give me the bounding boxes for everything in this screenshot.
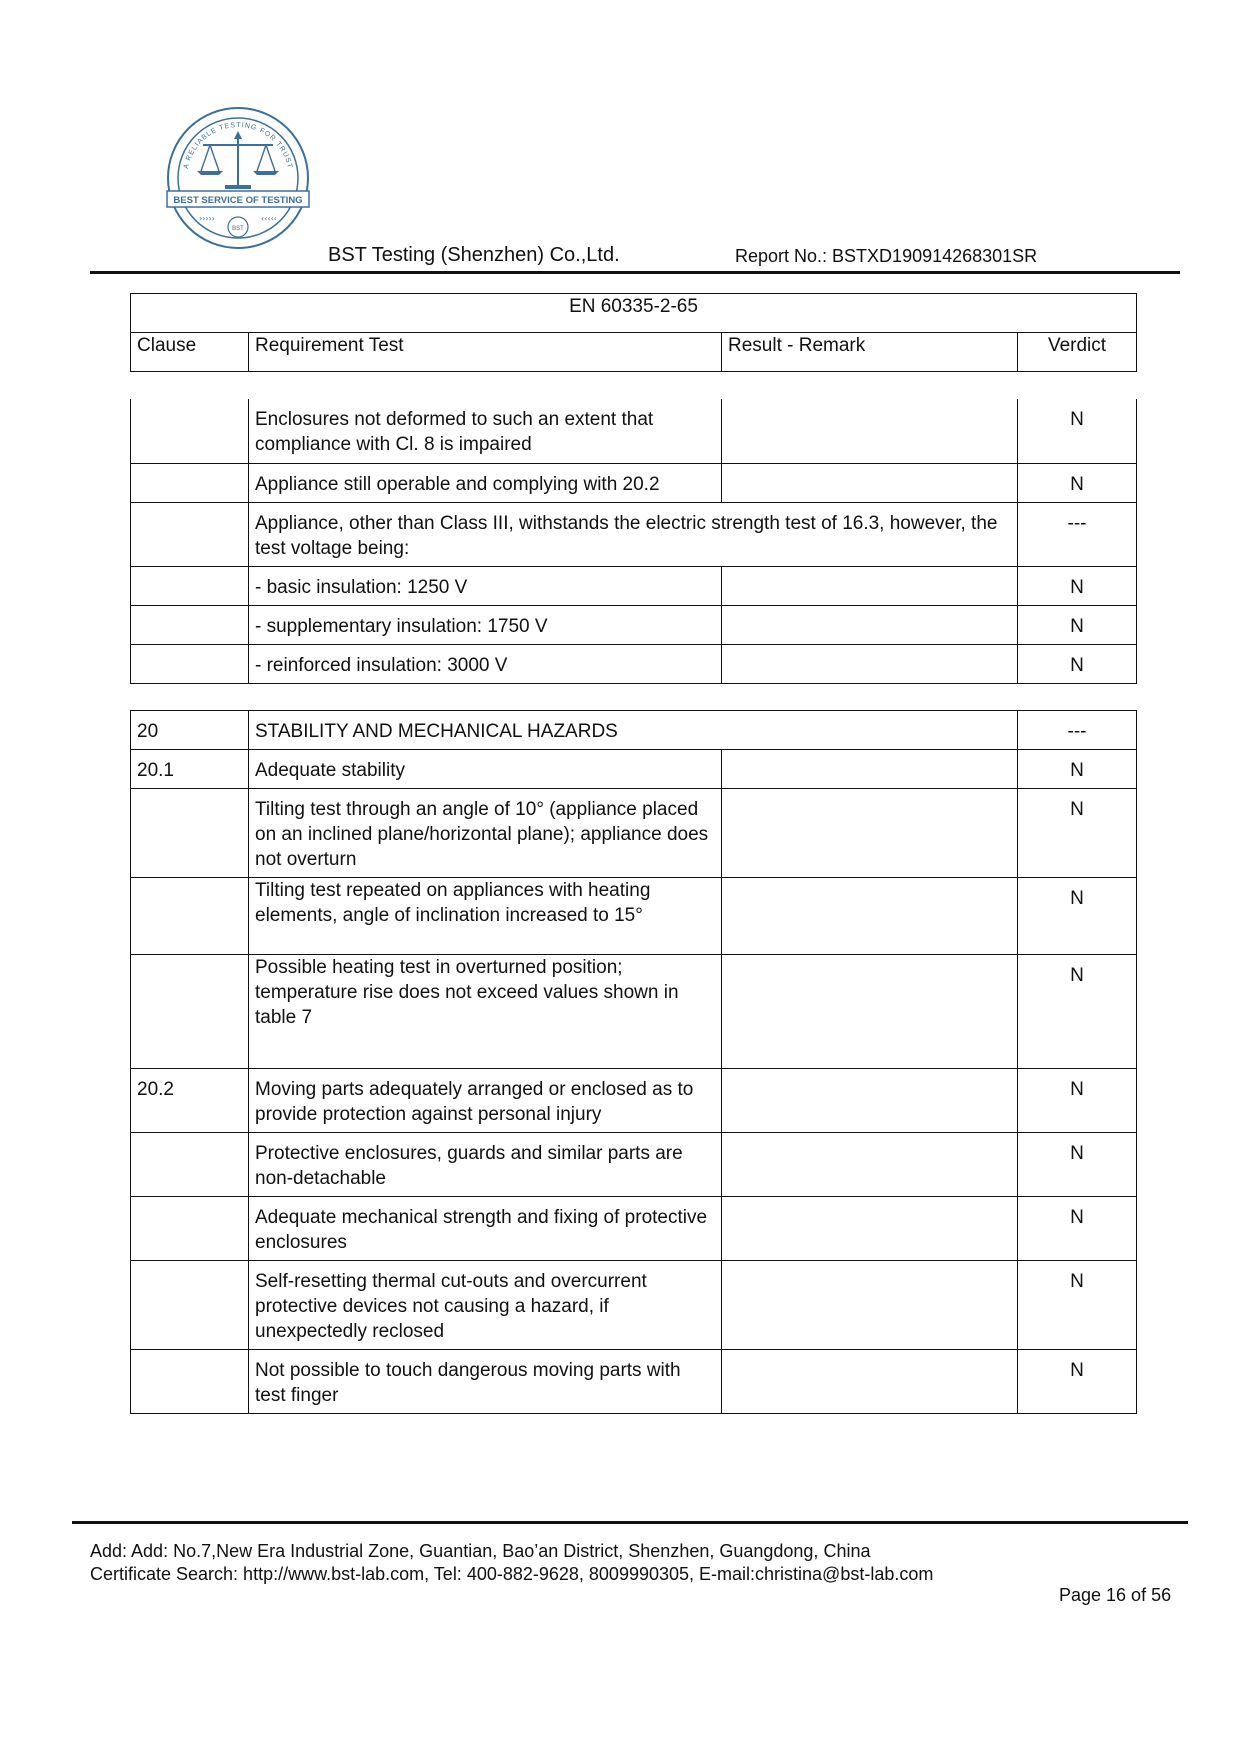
section-heading: STABILITY AND MECHANICAL HAZARDS — [249, 711, 1018, 750]
requirement-cell: Adequate mechanical strength and fixing of protective enclosures — [249, 1197, 722, 1261]
clause-cell: 20.1 — [131, 750, 249, 789]
clause-cell — [131, 1197, 249, 1261]
result-cell — [722, 566, 1018, 605]
result-cell — [722, 463, 1018, 502]
clause-cell — [131, 644, 249, 683]
requirement-cell: Appliance, other than Class III, withstands the electric strength test of 16.3, however, the test voltage being: — [249, 502, 1018, 566]
verdict-cell: N — [1018, 399, 1137, 463]
svg-text:‹‹‹‹‹: ‹‹‹‹‹ — [261, 214, 277, 223]
logo-seal-text: BST — [232, 226, 244, 232]
verdict-cell: N — [1018, 955, 1137, 1069]
verdict-cell: N — [1018, 750, 1137, 789]
table-row — [131, 463, 1137, 502]
requirement-cell: Moving parts adequately arranged or enclosed as to provide protection against personal injury — [249, 1069, 722, 1133]
table-row — [131, 1133, 1137, 1197]
result-cell — [722, 644, 1018, 683]
result-cell — [722, 1350, 1018, 1414]
table-row — [131, 644, 1137, 683]
requirement-cell: - basic insulation: 1250 V — [249, 566, 722, 605]
table-row — [131, 750, 1137, 789]
bst-logo — [165, 105, 311, 251]
column-header-clause: Clause — [131, 333, 249, 372]
clause-cell: 20 — [131, 711, 249, 750]
clause-cell — [131, 1261, 249, 1350]
svg-text:›››››: ››››› — [199, 214, 215, 223]
clause-cell — [131, 878, 249, 955]
verdict-cell: N — [1018, 1069, 1137, 1133]
requirement-cell: Enclosures not deformed to such an extent that compliance with Cl. 8 is impaired — [249, 399, 722, 463]
verdict-cell: N — [1018, 566, 1137, 605]
result-cell — [722, 750, 1018, 789]
clause-cell — [131, 605, 249, 644]
table-row — [131, 1261, 1137, 1350]
table-row — [131, 1069, 1137, 1133]
result-cell — [722, 1133, 1018, 1197]
requirements-table-continued — [130, 399, 1137, 684]
company-name: BST Testing (Shenzhen) Co.,Ltd. — [328, 244, 620, 266]
result-cell — [722, 955, 1018, 1069]
requirement-cell: Appliance still operable and complying with 20.2 — [249, 463, 722, 502]
table-row — [131, 1350, 1137, 1414]
footer-contact — [90, 1540, 933, 1586]
result-cell — [722, 878, 1018, 955]
requirement-cell: Possible heating test in overturned position; temperature rise does not exceed values shown in table 7 — [249, 955, 722, 1069]
verdict-cell: N — [1018, 789, 1137, 878]
table-row — [131, 789, 1137, 878]
clause-cell — [131, 566, 249, 605]
footer-certificate-search: Certificate Search: http://www.bst-lab.com, Tel: 400-882-9628, 8009990305, E-mail:christina@bst-lab.com — [90, 1564, 934, 1584]
result-cell — [722, 789, 1018, 878]
logo-ring-text: A RELIABLE TESTING FOR TRUST — [182, 121, 294, 170]
clause-cell — [131, 1133, 249, 1197]
requirement-cell: Self-resetting thermal cut-outs and overcurrent protective devices not causing a hazard, if unexpectedly reclosed — [249, 1261, 722, 1350]
result-cell — [722, 1069, 1018, 1133]
clause-cell — [131, 789, 249, 878]
requirement-cell: Not possible to touch dangerous moving parts with test finger — [249, 1350, 722, 1414]
table-header — [130, 293, 1137, 372]
standard-title: EN 60335-2-65 — [131, 294, 1137, 333]
table-row — [131, 605, 1137, 644]
table-row — [131, 502, 1137, 566]
column-header-result: Result - Remark — [722, 333, 1018, 372]
clause-cell — [131, 399, 249, 463]
verdict-cell: N — [1018, 644, 1137, 683]
requirements-table-section-20 — [130, 710, 1137, 1414]
verdict-cell: --- — [1018, 502, 1137, 566]
result-cell — [722, 1261, 1018, 1350]
clause-cell — [131, 955, 249, 1069]
verdict-cell: N — [1018, 878, 1137, 955]
requirement-cell: Protective enclosures, guards and similar parts are non-detachable — [249, 1133, 722, 1197]
column-header-requirement: Requirement Test — [249, 333, 722, 372]
verdict-cell: N — [1018, 1197, 1137, 1261]
table-row — [131, 399, 1137, 463]
requirement-cell: Tilting test through an angle of 10° (appliance placed on an inclined plane/horizontal plane); appliance does not overturn — [249, 789, 722, 878]
table-row — [131, 878, 1137, 955]
verdict-cell: N — [1018, 463, 1137, 502]
result-cell — [722, 605, 1018, 644]
verdict-cell: --- — [1018, 711, 1137, 750]
requirement-cell: Adequate stability — [249, 750, 722, 789]
header-divider — [90, 271, 1180, 274]
table-row — [131, 955, 1137, 1069]
report-number: Report No.: BSTXD190914268301SR — [735, 246, 1038, 266]
page-number: Page 16 of 56 — [1059, 1585, 1172, 1605]
table-row — [131, 1197, 1137, 1261]
result-cell — [722, 1197, 1018, 1261]
verdict-cell: N — [1018, 1350, 1137, 1414]
requirement-cell: - supplementary insulation: 1750 V — [249, 605, 722, 644]
table-row — [131, 711, 1137, 750]
footer-divider — [72, 1521, 1188, 1524]
column-header-verdict: Verdict — [1018, 333, 1137, 372]
requirement-cell: - reinforced insulation: 3000 V — [249, 644, 722, 683]
clause-cell — [131, 1350, 249, 1414]
clause-cell: 20.2 — [131, 1069, 249, 1133]
verdict-cell: N — [1018, 1133, 1137, 1197]
logo-banner-text: BEST SERVICE OF TESTING — [173, 195, 303, 206]
verdict-cell: N — [1018, 1261, 1137, 1350]
verdict-cell: N — [1018, 605, 1137, 644]
requirement-cell: Tilting test repeated on appliances with heating elements, angle of inclination increased to 15° — [249, 878, 722, 955]
clause-cell — [131, 463, 249, 502]
result-cell — [722, 399, 1018, 463]
table-row — [131, 566, 1137, 605]
clause-cell — [131, 502, 249, 566]
footer-address: Add: Add: No.7,New Era Industrial Zone, Guantian, Bao’an District, Shenzhen, Guangdong, China — [90, 1541, 871, 1561]
